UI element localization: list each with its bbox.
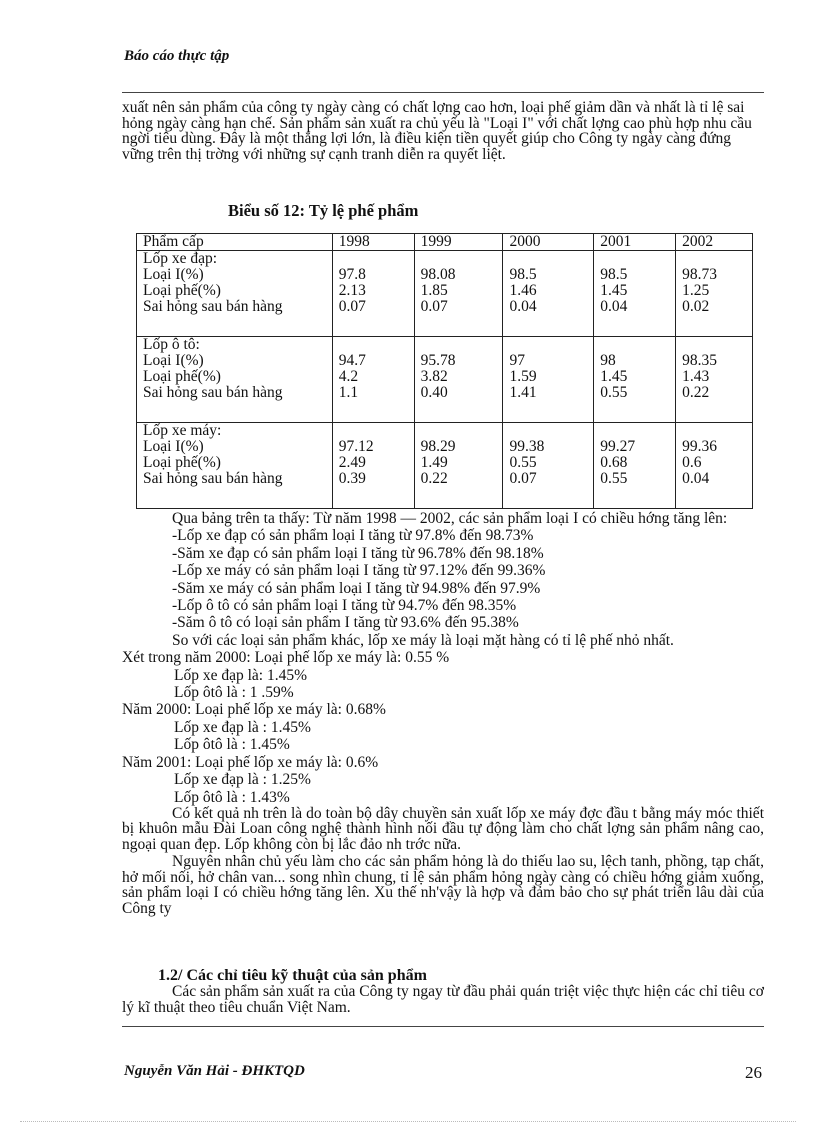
cell-value: 3.82: [420, 368, 448, 385]
cell-value: 0.04: [509, 298, 537, 315]
value-cell: [503, 337, 594, 423]
section-heading: 1.2/ Các chỉ tiêu kỹ thuật của sản phẩm: [158, 967, 427, 984]
page-number: 26: [745, 1063, 762, 1082]
cell-value: 0.07: [338, 298, 366, 315]
cell-value: 1.45: [600, 282, 628, 299]
cell-value: 1.85: [420, 282, 448, 299]
row-label: Loại phế(%): [143, 454, 221, 471]
bullet-line: -Săm xe máy có sản phẩm loại I tăng từ 94.98% đến 97.9%: [172, 579, 541, 597]
column-header-year: 1998: [332, 234, 414, 251]
cell-value: 0.39: [338, 470, 366, 487]
bullet-line: -Lốp xe đạp có sản phẩm loại I tăng từ 97.8% đến 98.73%: [172, 527, 534, 545]
cell-value: 0.40: [420, 384, 448, 401]
cell-value: 1.25: [682, 282, 710, 299]
year-line: Xét trong năm 2000: Loại phế lốp xe máy là: 0.55 %: [122, 649, 450, 667]
column-header: Phẩm cấp: [137, 234, 333, 251]
year-sub-line: Lốp xe đạp là: 1.45%: [174, 666, 308, 684]
cell-value: 0.04: [600, 298, 628, 315]
column-header-year: 2000: [503, 234, 594, 251]
cell-value: 0.55: [600, 470, 628, 487]
scrap-rate-table: [136, 233, 753, 509]
year-line: Năm 2000: Loại phế lốp xe máy là: 0.68%: [122, 701, 386, 719]
cell-value: 1.1: [338, 384, 359, 401]
cell-value: 1.46: [509, 282, 537, 299]
cause-paragraph: Nguyên nhân chủ yếu làm cho các sản phẩm hỏng là do thiếu lao su, lệch tanh, phồng, tạp chất, hở mối nối, hở chân van... song nhìn chung, tỉ lệ sản phẩm hỏng ngày càng có chiều hớng giảm xuống, sản phẩm loại I có chiều hớng tăng lên. Xu thế nh'vậy là hợp và đảm bảo cho sự phát triển lâu dài của Công ty: [122, 853, 764, 917]
cell-value: 98.5: [600, 266, 628, 283]
section-body-block: [122, 984, 764, 1016]
cell-value: 99.36: [682, 438, 717, 455]
table-group-bicycle: [137, 251, 753, 337]
year-sub-line: Lốp ôtô là : 1.45%: [174, 736, 290, 754]
cell-value: 95.78: [420, 352, 456, 369]
group-label-cell: [137, 337, 333, 423]
cell-value: 0.22: [682, 384, 710, 401]
group-label-cell: [137, 251, 333, 337]
cell-value: 98.08: [420, 266, 456, 283]
value-cell: [503, 423, 594, 509]
bullet-line: -Lốp ô tô có sản phẩm loại I tăng từ 94.7% đến 98.35%: [172, 597, 517, 615]
cell-value: 98: [600, 352, 616, 369]
value-cell: [414, 423, 503, 509]
cell-value: 1.43: [682, 368, 710, 385]
cell-value: 1.49: [420, 454, 448, 471]
value-cell: [594, 423, 676, 509]
cell-value: 0.04: [682, 470, 710, 487]
year-sub-line: Lốp ôtô là : 1 .59%: [174, 684, 294, 702]
cell-value: 99.27: [600, 438, 636, 455]
running-header: Báo cáo thực tập: [124, 48, 230, 64]
cell-value: 1.41: [509, 384, 537, 401]
cell-value: 0.55: [600, 384, 628, 401]
row-label: Loại phế(%): [143, 368, 221, 385]
cell-value: 1.59: [509, 368, 537, 385]
year-line: Năm 2001: Loại phế lốp xe máy là: 0.6%: [122, 753, 379, 771]
table-caption: Biểu số 12: Tỷ lệ phế phẩm: [228, 201, 419, 220]
table-header-row: [137, 234, 753, 251]
cell-value: 98.73: [682, 266, 717, 283]
analysis-compare: So với các loại sản phẩm khác, lốp xe máy là loại mặt hàng có tỉ lệ phế nhỏ nhất.: [172, 631, 674, 649]
table-group-motorbike: [137, 423, 753, 509]
value-cell: [332, 423, 414, 509]
group-title: Lốp xe đạp:: [143, 250, 218, 267]
column-header-year: 2001: [594, 234, 676, 251]
bullet-line: -Lốp xe máy có sản phẩm loại I tăng từ 97.12% đến 99.36%: [172, 562, 546, 580]
cell-value: 98.35: [682, 352, 717, 369]
cell-value: 0.22: [420, 470, 448, 487]
column-header-year: 2002: [676, 234, 753, 251]
cell-value: 0.02: [682, 298, 710, 315]
value-cell: [503, 251, 594, 337]
value-cell: [676, 337, 753, 423]
footer-author: Nguyễn Văn Hải - ĐHKTQD: [124, 1063, 305, 1079]
column-header-year: 1999: [414, 234, 503, 251]
cell-value: 1.45: [600, 368, 628, 385]
value-cell: [594, 251, 676, 337]
footer-rule: [122, 1026, 764, 1027]
group-label-cell: [137, 423, 333, 509]
value-cell: [332, 251, 414, 337]
page-edge-divider: [20, 1121, 796, 1122]
value-cell: [414, 251, 503, 337]
cell-value: 97.12: [338, 438, 374, 455]
bullet-line: -Săm xe đạp có sản phẩm loại I tăng từ 96.78% đến 98.18%: [172, 544, 544, 562]
cell-value: 2.13: [338, 282, 366, 299]
bullet-line: -Săm ô tô có loại sản phẩm I tăng từ 93.6% đến 95.38%: [172, 614, 519, 632]
row-label: Sai hỏng sau bán hàng: [143, 470, 283, 487]
analysis-summary: Qua bảng trên ta thấy: Từ năm 1998 — 2002, các sản phẩm loại I có chiều hớng tăng lên:: [172, 510, 728, 527]
cell-value: 0.07: [509, 470, 537, 487]
year-sub-line: Lốp ôtô là : 1.43%: [174, 788, 290, 806]
cell-value: 0.6: [682, 454, 702, 471]
intro-paragraph: xuất nên sản phẩm của công ty ngày càng có chất lợng cao hơn, loại phế giảm dần và nhất là tỉ lệ sai hỏng ngày càng hạn chế. Sản phẩm sản xuất ra chủ yếu là "Loại I" với chất lợng cao phù hợp nhu cầu ngời tiêu dùng. Đây là một thắng lợi lớn, là điều kiện tiền quyết giúp cho Công ty ngày càng đứng vững trên thị trờng với những sự cạnh tranh diễn ra quyết liệt.: [122, 99, 752, 163]
cell-value: 94.7: [338, 352, 366, 369]
value-cell: [676, 423, 753, 509]
row-label: Loại I(%): [143, 438, 204, 455]
value-cell: [594, 337, 676, 423]
cell-value: 4.2: [338, 368, 359, 385]
table-group-car: [137, 337, 753, 423]
year-sub-line: Lốp xe đạp là : 1.25%: [174, 771, 311, 789]
cell-value: 0.68: [600, 454, 628, 471]
value-cell: [414, 337, 503, 423]
row-label: Loại phế(%): [143, 282, 221, 299]
cell-value: 99.38: [509, 438, 545, 455]
cell-value: 98.29: [420, 438, 456, 455]
row-label: Sai hỏng sau bán hàng: [143, 298, 283, 315]
analysis-block: [122, 510, 764, 916]
row-label: Sai hỏng sau bán hàng: [143, 384, 283, 401]
value-cell: [676, 251, 753, 337]
cell-value: 98.5: [509, 266, 537, 283]
cell-value: 97.8: [338, 266, 366, 283]
cell-value: 97: [509, 352, 525, 369]
value-cell: [332, 337, 414, 423]
group-title: Lốp xe máy:: [143, 422, 222, 439]
result-paragraph: Có kết quả nh trên là do toàn bộ dây chuyền sản xuất lốp xe máy đợc đầu t bằng máy móc thiết bị khuôn mẫu Đài Loan công nghệ thành hình nối đầu tự động làm cho chất lợng sản phẩm nâng cao, ngoại quan đẹp. Lốp không còn bị lắc đảo nh trớc nữa.: [122, 804, 764, 853]
cell-value: 0.07: [420, 298, 448, 315]
section-body: Các sản phẩm sản xuất ra của Công ty ngay từ đầu phải quán triệt việc thực hiện các chỉ tiêu cơ lý kĩ thuật theo tiêu chuẩn Việt Nam.: [122, 983, 764, 1016]
cell-value: 2.49: [338, 454, 366, 471]
row-label: Loại I(%): [143, 352, 204, 369]
cell-value: 0.55: [509, 454, 537, 471]
row-label: Loại I(%): [143, 266, 204, 283]
header-rule: [122, 92, 764, 93]
group-title: Lốp ô tô:: [143, 336, 200, 353]
year-sub-line: Lốp xe đạp là : 1.45%: [174, 718, 311, 736]
